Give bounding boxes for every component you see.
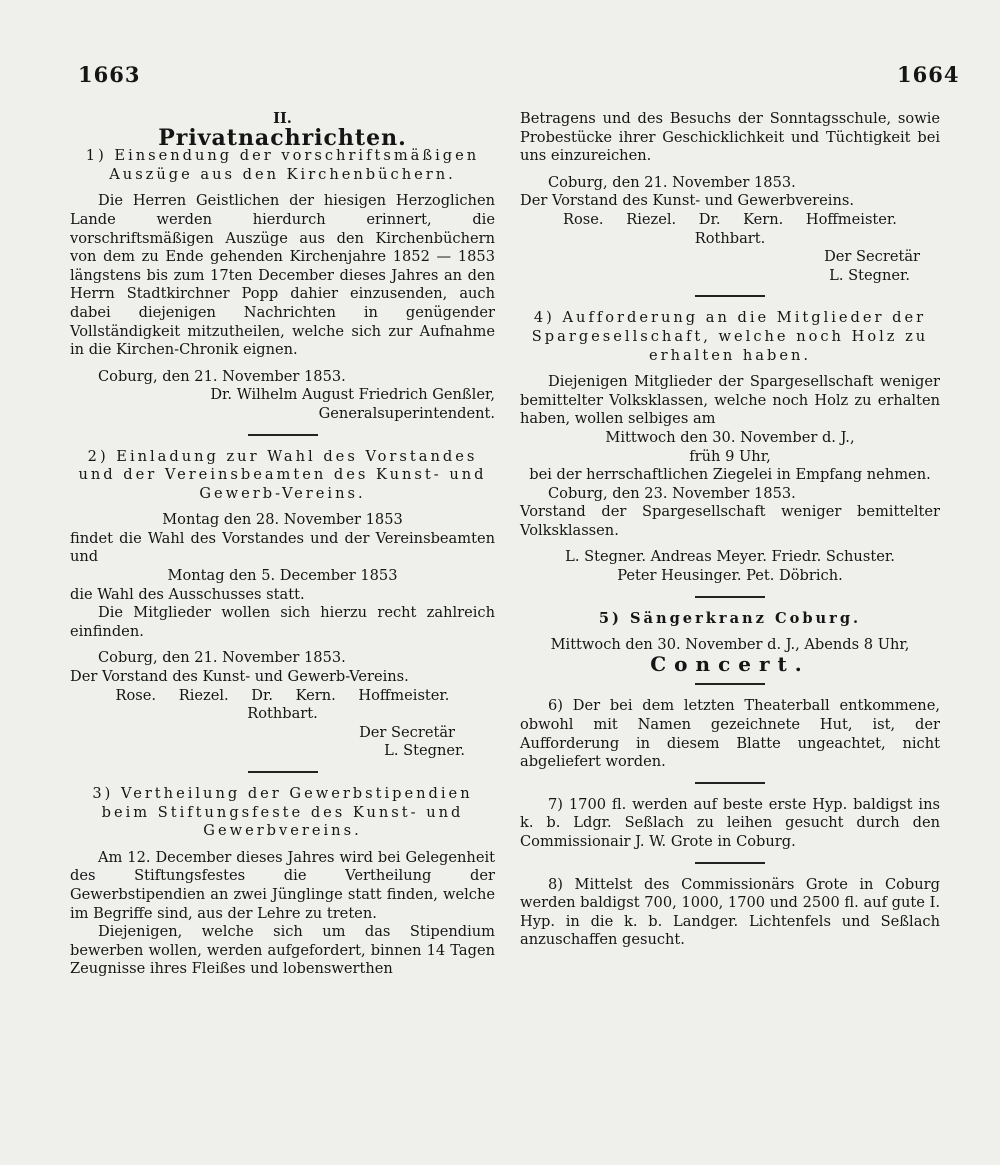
notice-2-secretary-title: Der Secretär: [359, 723, 455, 741]
notice-3-board-names: Rose. Riezel. Dr. Kern. Hoffmeister.: [563, 210, 897, 228]
notice-2-dateline: Coburg, den 21. November 1853.: [98, 649, 346, 667]
notice-4-date: Mittwoch den 30. November d. J.,: [605, 428, 855, 446]
notice-8-body: 8) Mittelst des Commissionärs Grote in Coburg werden baldigst 700, 1000, 1700 und 2500 fl. auf gute I. Hyp. in die k. b. Landger. Lichtenfels und Seßlach anzuschaffen gesucht.: [520, 875, 940, 949]
notice-2-date-2: Montag den 5. December 1853: [167, 567, 398, 585]
notice-2-heading: 2) Einladung zur Wahl des Vorstandes und der Vereinsbeamten des Kunst- und Gewerb-Vereins.: [78, 447, 487, 502]
notice-4-time: früh 9 Uhr,: [689, 447, 771, 465]
page-number-right: 1664: [897, 62, 960, 87]
notice-6-body: 6) Der bei dem letzten Theaterball entkommene, obwohl mit Namen gezeichnete Hut, ist, der Aufforderung in diesem Blatte ungeachtet, nicht abgeliefert worden.: [520, 697, 940, 771]
notice-1-dateline: Coburg, den 21. November 1853.: [98, 367, 346, 385]
notice-5-heading: 5) Sängerkranz Coburg.: [598, 609, 862, 627]
separator-rule: [248, 771, 318, 773]
notice-1-signer-title: Generalsuperintendent.: [318, 404, 495, 422]
notice-4-names: L. Stegner. Andreas Meyer. Friedr. Schuster.: [565, 548, 895, 566]
notice-4-dateline: Coburg, den 23. November 1853.: [548, 484, 796, 502]
notice-2-board: Der Vorstand des Kunst- und Gewerb-Vereins.: [70, 668, 409, 686]
page-number-left: 1663: [78, 62, 141, 87]
notice-3-board-name-last: Rothbart.: [694, 229, 766, 247]
notice-3-secretary-name: L. Stegner.: [829, 266, 910, 284]
notice-3-dateline: Coburg, den 21. November 1853.: [548, 173, 796, 191]
notice-4-names-2: Peter Heusinger. Pet. Döbrich.: [617, 567, 843, 585]
notice-3-body-2: Diejenigen, welche sich um das Stipendium bewerben wollen, werden aufgefordert, binnen 14 Tagen Zeugnisse ihres Fleißes und lobenswerthen: [70, 923, 495, 978]
separator-rule: [695, 862, 765, 864]
notice-2-board-names: Rose. Riezel. Dr. Kern. Hoffmeister.: [115, 686, 450, 704]
notice-3-body-1: Am 12. December dieses Jahres wird bei Gelegenheit des Stiftungsfestes die Vertheilung der Gewerbstipendien an zwei Jünglinge statt finden, welche im Begriffe sind, aus der Lehre zu treten.: [70, 848, 495, 922]
notice-1-body: Die Herren Geistlichen der hiesigen Herzoglichen Lande werden hierdurch erinnert, die vorschriftsmäßigen Auszüge aus den Kirchenbüchern von dem zu Ende gehenden Kirchenjahre 1852 — 1853 längstens bis zum 17ten December dieses Jahres an den Herrn Stadtkirchner Popp dahier einzusenden, auch dabei diejenigen Nachrichten in genügender Vollständigkeit mitzutheilen, welche sich zur Aufnahme in die Kirchen-Chronik eignen.: [70, 192, 495, 359]
notice-4-body: Diejenigen Mitglieder der Spargesellschaft weniger bemittelter Volksklassen, welche noch Holz zu erhalten haben, wollen selbiges am: [520, 373, 940, 428]
notice-4-place: bei der herrschaftlichen Ziegelei in Empfang nehmen.: [529, 466, 931, 484]
notice-5-concert: Concert.: [650, 651, 810, 676]
notice-3-continuation: Betragens und des Besuchs der Sonntagsschule, sowie Probestücke ihrer Geschicklichkeit und Tüchtigkeit bei uns einzureichen.: [520, 110, 940, 165]
separator-rule: [695, 683, 765, 685]
notice-3-heading: 3) Vertheilung der Gewerbstipendien beim Stiftungsfeste des Kunst- und Gewerbvereins.: [92, 785, 473, 840]
notice-3-board: Der Vorstand des Kunst- und Gewerbvereins.: [520, 192, 854, 210]
notice-2-text-1: findet die Wahl des Vorstandes und der Vereinsbeamten und: [70, 529, 495, 566]
right-column: [520, 110, 940, 950]
notice-1-signer: Dr. Wilhelm August Friedrich Genßler,: [210, 386, 495, 404]
notice-2-date-1: Montag den 28. November 1853: [162, 511, 403, 529]
notice-5-date: Mittwoch den 30. November d. J., Abends 8 Uhr,: [550, 636, 910, 654]
separator-rule: [248, 434, 318, 436]
notice-7-body: 7) 1700 fl. werden auf beste erste Hyp. baldigst ins k. b. Ldgr. Seßlach zu leihen gesucht durch den Commissionair J. W. Grote in Coburg.: [520, 795, 940, 850]
notice-4-heading: 4) Aufforderung an die Mitglieder der Spargesellschaft, welche noch Holz zu erhalten haben.: [531, 309, 929, 364]
notice-3-secretary-title: Der Secretär: [824, 248, 920, 266]
notice-1-heading: 1) Einsendung der vorschriftsmäßigen Auszüge aus den Kirchenbüchern.: [85, 147, 480, 183]
section-numeral: II.: [273, 110, 292, 127]
left-column: [70, 110, 495, 979]
notice-2-text-2: die Wahl des Ausschusses statt.: [70, 585, 305, 603]
separator-rule: [695, 782, 765, 784]
separator-rule: [695, 295, 765, 297]
section-title: Privatnachrichten.: [158, 124, 407, 151]
notice-2-text-3: Die Mitglieder wollen sich hierzu recht zahlreich einfinden.: [70, 604, 495, 640]
separator-rule: [695, 596, 765, 598]
notice-4-board: Vorstand der Spargesellschaft weniger bemittelter Volksklassen.: [520, 503, 940, 539]
notice-2-secretary-name: L. Stegner.: [384, 742, 465, 760]
notice-2-board-name-last: Rothbart.: [247, 705, 318, 723]
